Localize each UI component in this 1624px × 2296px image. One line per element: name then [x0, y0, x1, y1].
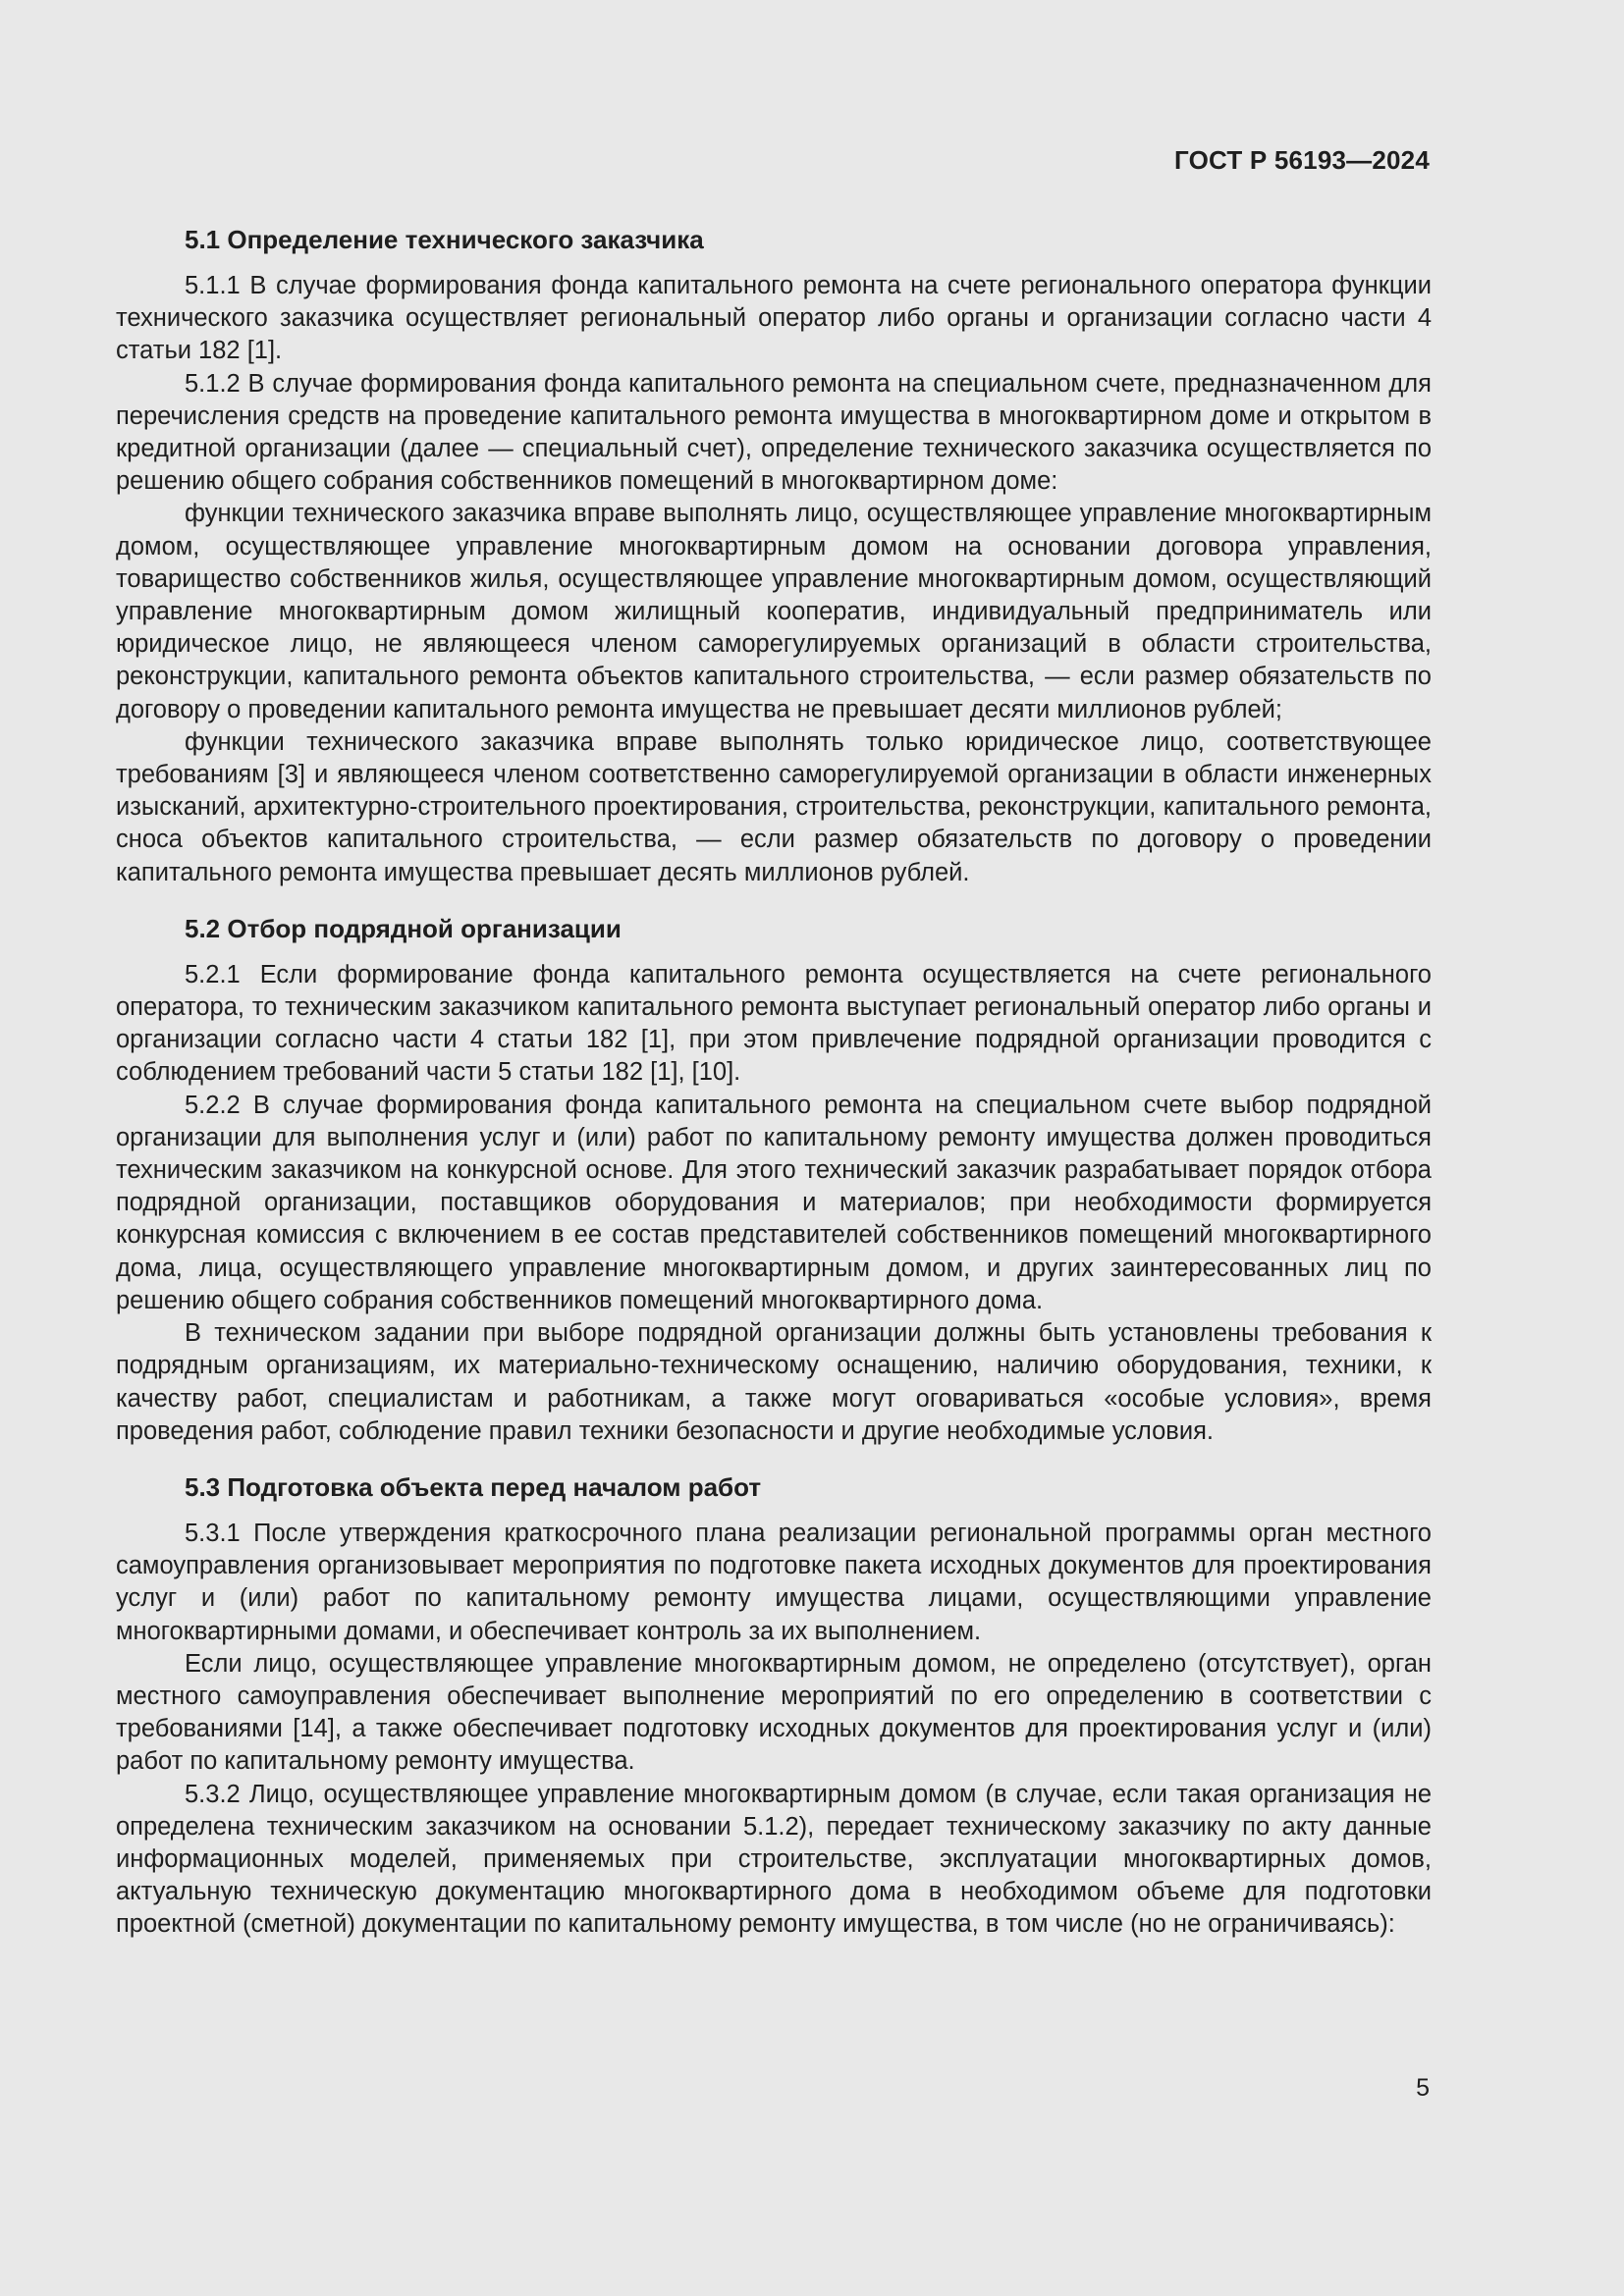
- paragraph: В техническом задании при выборе подрядной организации должны быть установлены требования к подрядным организациям, их материально-техническому оснащению, наличию оборудования, техники, к качеству работ, специалистам и работникам, а также могут оговариваться «особые условия», время проведения работ, соблюдение правил техники безопасности и другие необходимые условия.: [116, 1319, 1432, 1445]
- paragraph: 5.3.2 Лицо, осуществляющее управление многоквартирным домом (в случае, если такая организация не определена техническим заказчиком на основании 5.1.2), передает техническому заказчику по акту данные информационных моделей, применяемых при строительстве, эксплуатации многоквартирных домов, актуальную техническую документацию многоквартирного дома в необходимом объеме для подготовки проектной (сметной) документации по капитальному ремонту имущества, в том числе (но не ограничиваясь):: [116, 1780, 1432, 1939]
- page-number: 5: [1416, 2074, 1430, 2102]
- section-5-2: [116, 913, 1432, 1448]
- section-title: 5.3 Подготовка объекта перед началом работ: [185, 1471, 762, 1502]
- document-code: ГОСТ Р 56193—2024: [1174, 145, 1430, 175]
- paragraph: 5.1.1 В случае формирования фонда капитального ремонта на счете регионального оператора функции технического заказчика осуществляет региональный оператор либо органы и организации согласно части 4 статьи 182 [1].: [116, 272, 1432, 365]
- section-5-3: [116, 1471, 1432, 1942]
- paragraph: функции технического заказчика вправе выполнять лицо, осуществляющее управление многоквартирным домом, осуществляющее управление многоквартирным домом на основании договора управления, товарищество собственников жилья, осуществляющее управление многоквартирным домом, осуществляющий управление многоквартирным домом жилищный кооператив, индивидуальный предприниматель или юридическое лицо, не являющееся членом саморегулируемых организаций в области строительства, реконструкции, капитального ремонта объектов капитального строительства, — если размер обязательств по договору о проведении капитального ремонта имущества не превышает десяти миллионов рублей;: [116, 500, 1432, 723]
- document-body: [116, 224, 1432, 1942]
- paragraph: 5.3.1 После утверждения краткосрочного плана реализации региональной программы орган местного самоуправления организовывает мероприятия по подготовке пакета исходных документов для проектирования услуг и (или) работ по капитальному ремонту имущества лицами, осуществляющими управление многоквартирными домами, и обеспечивает контроль за их выполнением.: [116, 1519, 1432, 1645]
- paragraph: Если лицо, осуществляющее управление многоквартирным домом, не определено (отсутствует), орган местного самоуправления обеспечивает выполнение мероприятий по его определению в соответствии с требованиями [14], а также обеспечивает подготовку исходных документов для проектирования услуг и (или) работ по капитальному ремонту имущества.: [116, 1649, 1432, 1776]
- paragraph: 5.1.2 В случае формирования фонда капитального ремонта на специальном счете, предназначенном для перечисления средств на проведение капитального ремонта имущества в многоквартирном доме и открытом в кредитной организации (далее — специальный счет), определение технического заказчика осуществляется по решению общего собрания собственников помещений в многоквартирном доме:: [116, 369, 1432, 496]
- paragraph: 5.2.1 Если формирование фонда капитального ремонта осуществляется на счете регионального оператора, то техническим заказчиком капитального ремонта выступает региональный оператор либо органы и организации согласно части 4 статьи 182 [1], при этом привлечение подрядной организации проводится с соблюдением требований части 5 статьи 182 [1], [10].: [116, 960, 1432, 1087]
- section-title: 5.2 Отбор подрядной организации: [185, 913, 622, 943]
- section-5-1: [116, 224, 1432, 889]
- paragraph: 5.2.2 В случае формирования фонда капитального ремонта на специальном счете выбор подрядной организации для выполнения услуг и (или) работ по капитальному ремонту имущества должен проводиться техническим заказчиком на конкурсной основе. Для этого технический заказчик разрабатывает порядок отбора подрядной организации, поставщиков оборудования и материалов; при необходимости формируется конкурсная комиссия с включением в ее состав представителей собственников помещений многоквартирного дома, лица, осуществляющего управление многоквартирным домом, и других заинтересованных лиц по решению общего собрания собственников помещений многоквартирного дома.: [116, 1091, 1432, 1314]
- section-title: 5.1 Определение технического заказчика: [185, 225, 704, 254]
- paragraph: функции технического заказчика вправе выполнять только юридическое лицо, соответствующее требованиям [3] и являющееся членом соответственно саморегулируемой организации в области инженерных изысканий, архитектурно-строительного проектирования, строительства, реконструкции, капитального ремонта, сноса объектов капитального строительства, — если размер обязательств по договору о проведении капитального ремонта имущества превышает десять миллионов рублей.: [116, 727, 1432, 886]
